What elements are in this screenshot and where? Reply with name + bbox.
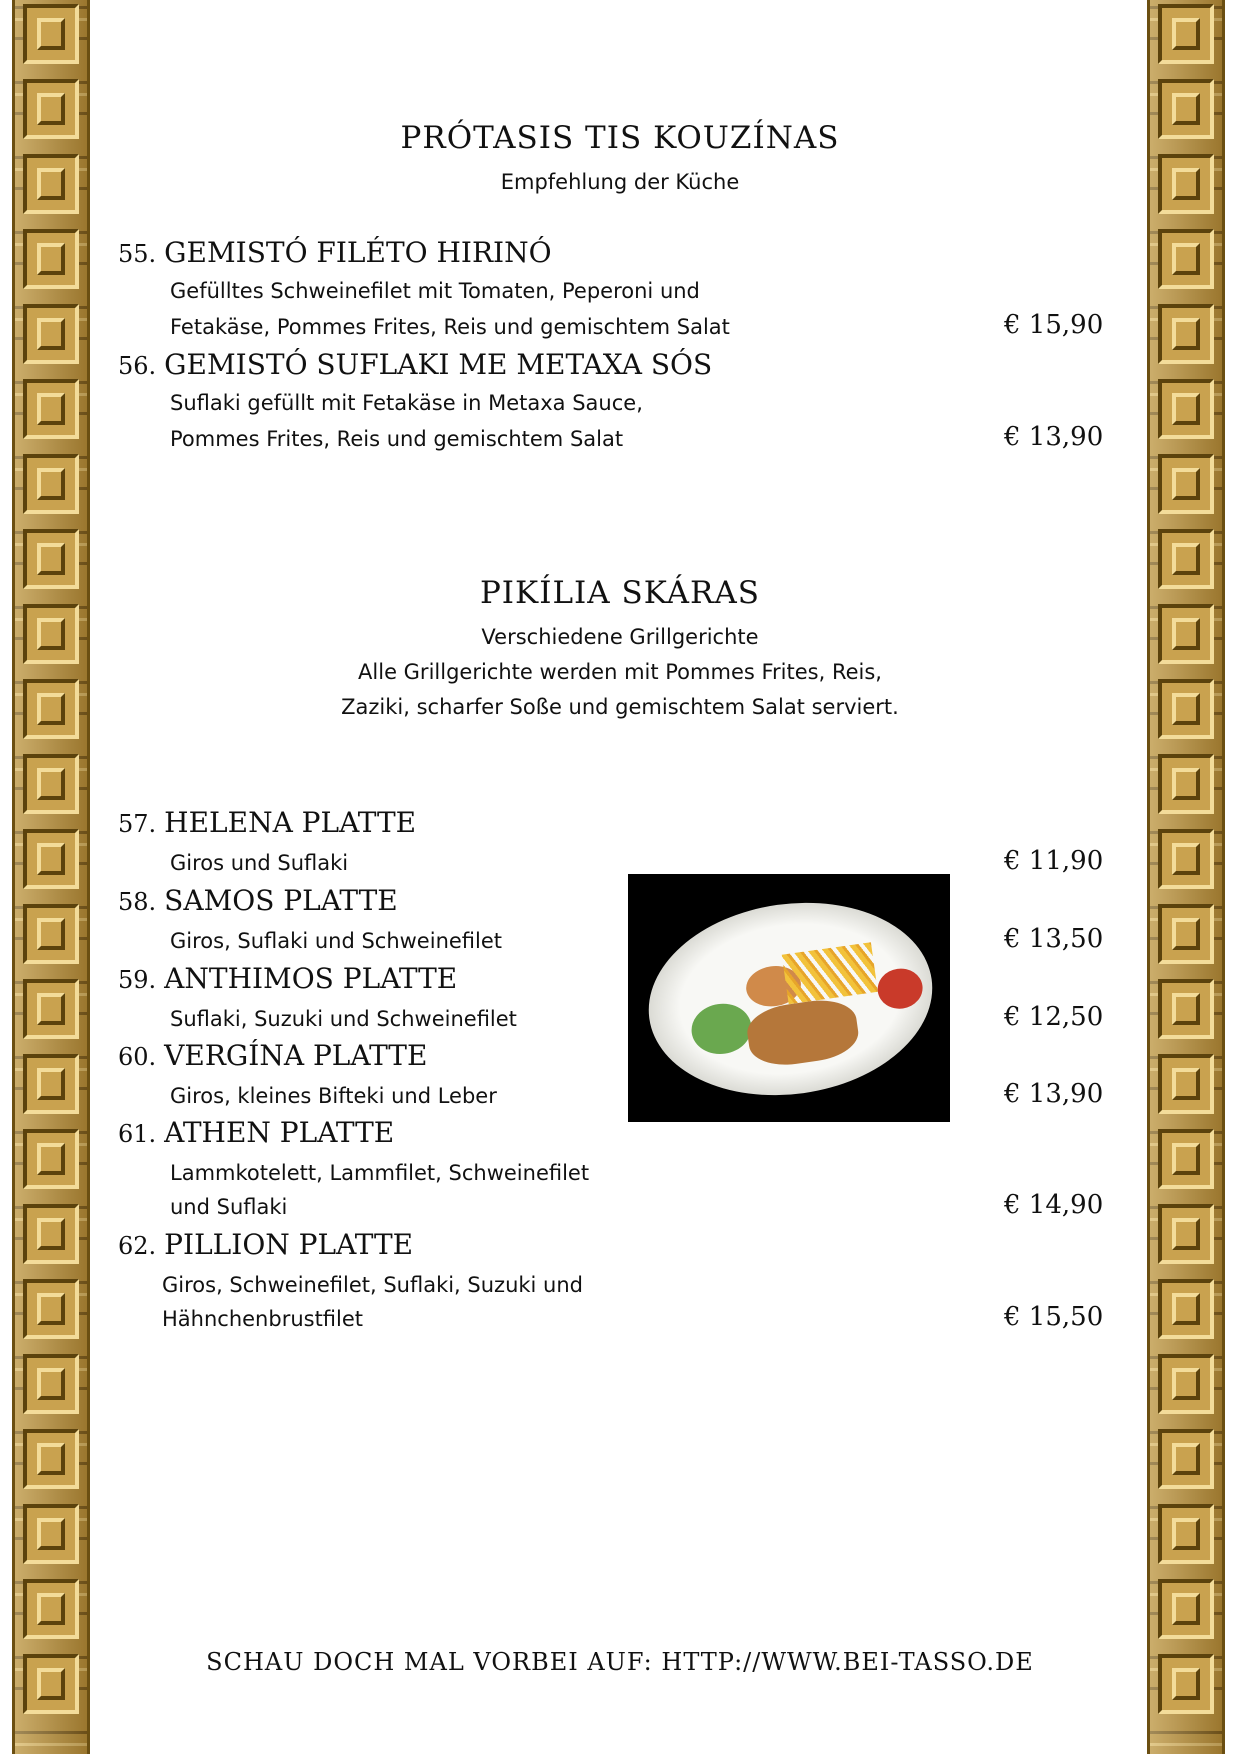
greek-key-tile	[1158, 1429, 1214, 1489]
greek-key-tile	[1158, 829, 1214, 889]
item-price: € 14,90	[1004, 1190, 1104, 1220]
greek-key-border-left	[12, 0, 90, 1754]
plate	[636, 885, 945, 1113]
greek-key-tile	[23, 4, 79, 64]
greek-key-tile	[23, 1204, 79, 1264]
item-number: 58.	[118, 888, 157, 916]
greek-key-tile	[23, 379, 79, 439]
greek-key-tile	[1158, 379, 1214, 439]
item-description: Pommes Frites, Reis und gemischtem Salat	[170, 427, 624, 451]
greek-key-tile	[1158, 1279, 1214, 1339]
item-number: 61.	[118, 1120, 157, 1148]
item-description: Giros und Suflaki	[170, 851, 349, 875]
item-price: € 15,50	[1004, 1302, 1104, 1332]
section-subtitle-kitchen-recommendation: Empfehlung der Küche	[500, 170, 740, 194]
footer-website: SCHAU DOCH MAL VORBEI AUF: HTTP://WWW.BEI-TASSO.DE	[206, 1648, 1034, 1676]
item-description: Suflaki, Suzuki und Schweinefilet	[170, 1007, 517, 1031]
greek-key-tile	[1158, 1204, 1214, 1264]
grill-platter-photo	[628, 874, 950, 1122]
greek-key-tile	[1158, 1504, 1214, 1564]
item-name: GEMISTÓ FILÉTO HIRINÓ	[164, 236, 552, 269]
item-description: Gefülltes Schweinefilet mit Tomaten, Peperoni und	[170, 279, 700, 303]
item-name: ANTHIMOS PLATTE	[164, 962, 458, 995]
greek-key-tile	[23, 229, 79, 289]
section-note: Zaziki, scharfer Soße und gemischtem Salat serviert.	[341, 695, 899, 719]
menu-item-heading	[118, 1228, 413, 1261]
grilled-meat	[744, 995, 861, 1070]
menu-item-heading	[118, 1116, 394, 1149]
menu-item-heading	[118, 806, 416, 839]
item-description: Suflaki gefüllt mit Fetakäse in Metaxa Sauce,	[170, 391, 643, 415]
greek-key-tile	[23, 1279, 79, 1339]
item-name: ATHEN PLATTE	[164, 1116, 395, 1149]
greek-key-tile	[23, 1429, 79, 1489]
item-number: 55.	[118, 240, 157, 268]
item-description: Giros, Schweinefilet, Suflaki, Suzuki und	[162, 1273, 584, 1297]
greek-key-tile	[23, 904, 79, 964]
tomato	[875, 966, 925, 1012]
item-name: PILLION PLATTE	[164, 1228, 414, 1261]
item-description: Hähnchenbrustfilet	[162, 1307, 364, 1331]
item-number: 60.	[118, 1043, 157, 1071]
greek-key-tile	[1158, 304, 1214, 364]
item-number: 57.	[118, 810, 157, 838]
menu-item-heading	[118, 962, 457, 995]
greek-key-tile	[1158, 1129, 1214, 1189]
greek-key-tile	[23, 979, 79, 1039]
section-title-kitchen-recommendation: PRÓTASIS TIS KOUZÍNAS	[400, 120, 840, 156]
fries	[782, 942, 878, 1004]
item-price: € 13,90	[1004, 1079, 1104, 1109]
menu-item-heading	[118, 348, 712, 381]
salad	[688, 1000, 754, 1058]
item-price: € 13,50	[1004, 924, 1104, 954]
greek-key-tile	[23, 1579, 79, 1639]
greek-key-tile	[1158, 904, 1214, 964]
greek-key-tile	[23, 1129, 79, 1189]
greek-key-tile	[1158, 454, 1214, 514]
item-price: € 12,50	[1004, 1002, 1104, 1032]
item-number: 62.	[118, 1232, 157, 1260]
item-description: Giros, kleines Bifteki und Leber	[170, 1084, 497, 1108]
greek-key-tile	[23, 1504, 79, 1564]
item-number: 59.	[118, 966, 157, 994]
item-price: € 13,90	[1004, 422, 1104, 452]
greek-key-tile	[23, 454, 79, 514]
greek-key-tile	[23, 1054, 79, 1114]
greek-key-tile	[1158, 754, 1214, 814]
item-description: Giros, Suflaki und Schweinefilet	[170, 929, 503, 953]
greek-key-tile	[1158, 1054, 1214, 1114]
section-note: Alle Grillgerichte werden mit Pommes Frites, Reis,	[358, 660, 882, 684]
item-number: 56.	[118, 352, 157, 380]
greek-key-tile	[1158, 229, 1214, 289]
greek-key-tile	[1158, 1579, 1214, 1639]
greek-key-tile	[1158, 1354, 1214, 1414]
item-description: Lammkotelett, Lammfilet, Schweinefilet	[170, 1161, 590, 1185]
greek-key-border-right	[1147, 0, 1225, 1754]
greek-key-tile	[1158, 4, 1214, 64]
greek-key-tile	[1158, 979, 1214, 1039]
item-name: SAMOS PLATTE	[164, 884, 398, 917]
item-name: HELENA PLATTE	[164, 806, 417, 839]
item-price: € 15,90	[1004, 310, 1104, 340]
greek-key-tile	[23, 829, 79, 889]
section-subtitle-grill-platters: Verschiedene Grillgerichte	[481, 625, 759, 649]
greek-key-tile	[23, 304, 79, 364]
item-name: VERGÍNA PLATTE	[164, 1039, 428, 1072]
greek-key-tile	[23, 1354, 79, 1414]
menu-item-heading	[118, 236, 552, 269]
item-description: und Suflaki	[170, 1195, 288, 1219]
section-title-grill-platters: PIKÍLIA SKÁRAS	[479, 575, 761, 611]
greek-key-tile	[23, 754, 79, 814]
item-name: GEMISTÓ SUFLAKI ME METAXA SÓS	[164, 348, 713, 381]
menu-item-heading	[118, 1039, 427, 1072]
item-description: Fetakäse, Pommes Frites, Reis und gemischtem Salat	[170, 315, 730, 339]
item-price: € 11,90	[1004, 846, 1104, 876]
menu-item-heading	[118, 884, 398, 917]
